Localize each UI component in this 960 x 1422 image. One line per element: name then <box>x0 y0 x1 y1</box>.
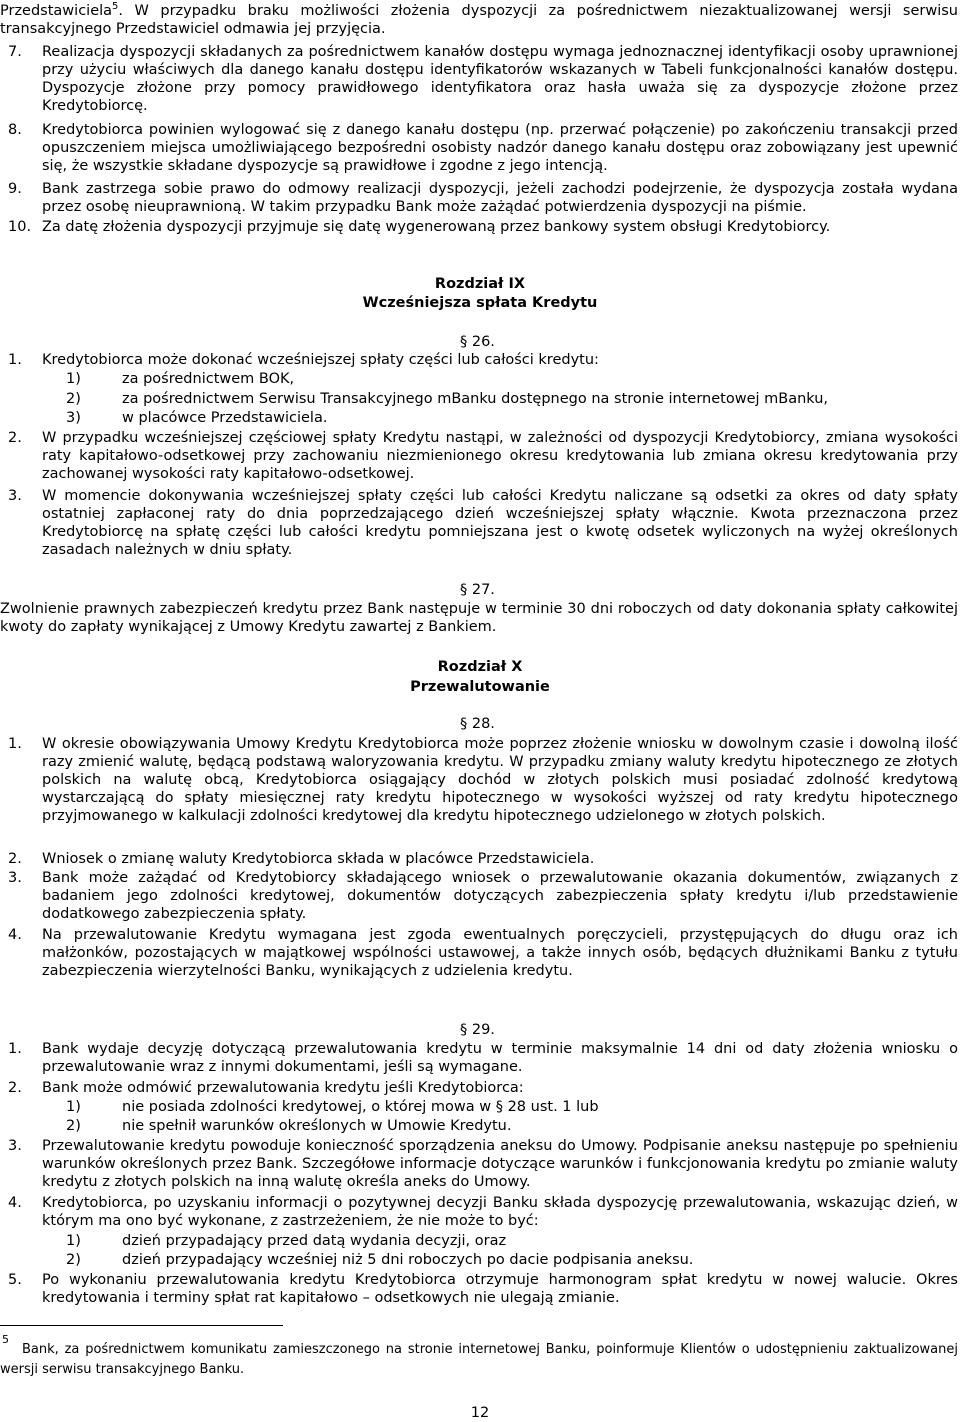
item-text: Wniosek o zmianę waluty Kredytobiorca składa w placówce Przedstawiciela. <box>42 851 595 867</box>
section-sign-icon: § <box>460 334 468 350</box>
chapter-subtitle: Przewalutowanie <box>410 679 550 695</box>
section-number: § 29. <box>460 1022 495 1038</box>
section-sign-icon: § <box>460 582 468 598</box>
list-item <box>0 1040 958 1076</box>
item-number: 1. <box>8 352 22 368</box>
item-number: 9. <box>8 181 22 197</box>
item-text: Bank może zażądać od Kredytobiorcy składającego wniosek o przewalutowanie okazania dokumentów, związanych z badaniem jego zdolności kredytowej, dokumentów dotyczących zabezpieczenia spłaty kredytu i/lub przedstawienie dodatkowego zabezpieczenia spłaty. <box>42 870 958 922</box>
section-number: § 26. <box>460 334 495 350</box>
intro-paragraph <box>0 2 958 38</box>
item-text: Kredytobiorca powinien wylogować się z danego kanału dostępu (np. przerwać połączenie) po zakończeniu transakcji przed opuszczeniem miejsca umożliwiającego bezpośredni osobisty nadzór danego kanału dostępu oraz zobowiązany jest upewnić się, że wszystkie składane dyspozycje są prawidłowe i zgodne z jego intencją. <box>42 122 958 174</box>
list-item <box>0 869 958 923</box>
footnote-divider <box>0 1325 283 1326</box>
item-number: 1. <box>8 1041 22 1057</box>
item-text: Kredytobiorca może dokonać wcześniejszej spłaty części lub całości kredytu: <box>42 352 599 368</box>
item-number: 10. <box>8 219 32 235</box>
item-text: W przypadku wcześniejszej częściowej spłaty Kredytu nastąpi, w zależności od dyspozycji Kredytobiorcy, zmiana wysokości raty kapitałowo-odsetkowej przy zachowaniu niezmienionego okresu kredytowania lub zmiana okresu kredytowania przy zachowanej wysokości raty kapitałowo-odsetkowej. <box>42 430 958 482</box>
item-number: 3. <box>8 488 22 504</box>
item-number: 3. <box>8 870 22 886</box>
list-item <box>0 487 958 559</box>
item-number: 3. <box>8 1138 22 1154</box>
footnote-ref: 5 <box>112 1 119 13</box>
intro-text-b: . W przypadku braku możliwości złożenia dyspozycji za pośrednictwem niezaktualizowanej wersji serwisu transakcyjnego Przedstawiciel odmawia jej przyjęcia. <box>0 3 958 37</box>
list-item <box>0 1271 958 1307</box>
sub-item: 2) dzień przypadający wcześniej niż 5 dni roboczych po dacie podpisania aneksu. <box>66 1252 694 1268</box>
list-item <box>0 180 958 216</box>
item-number: 4. <box>8 1195 22 1211</box>
section-sign-icon: § <box>460 716 468 732</box>
list-item <box>0 429 958 483</box>
footnote-number: 5 <box>2 1333 9 1346</box>
item-text: Kredytobiorca, po uzyskaniu informacji o pozytywnej decyzji Banku składa dyspozycję przewalutowania, wskazując dzień, w którym ma ono być wykonane, z zastrzeżeniem, że nie może to być: <box>42 1195 958 1229</box>
section-paragraph: Zwolnienie prawnych zabezpieczeń kredytu przez Bank następuje w terminie 30 dni roboczych od daty dokonania spłaty całkowitej kwoty do zapłaty wynikającej z Umowy Kredytu zawartej z Bankiem. <box>0 601 958 635</box>
list-item <box>0 351 958 369</box>
item-text: W momencie dokonywania wcześniejszej spłaty części lub całości Kredytu naliczane są odsetki za okres od daty spłaty ostatniej zapłaconej raty do dnia poprzedzającego dzień wcześniejszej spłaty włącznie. Kwota przeznaczona przez Kredytobiorcę na spłatę części lub całości kredytu pomniejszana jest o kwotę odsetek wyliczonych na wyżej określonych zasadach należnych w dniu spłaty. <box>42 488 958 558</box>
item-text: Za datę złożenia dyspozycji przyjmuje się datę wygenerowaną przez bankowy system obsługi Kredytobiorcy. <box>42 219 831 235</box>
item-text: Bank może odmówić przewalutowania kredytu jeśli Kredytobiorca: <box>42 1080 524 1096</box>
list-item <box>0 218 958 236</box>
list-item <box>0 850 958 868</box>
chapter-title: Rozdział IX <box>434 276 526 292</box>
footnote-text: Bank, za pośrednictwem komunikatu zamieszczonego na stronie internetowej Banku, poinformuje Klientów o udostępnieniu zaktualizowanej wersji serwisu transakcyjnego Banku. <box>0 1342 958 1377</box>
page-number: 12 <box>470 1405 490 1421</box>
intro-text-a: Przedstawiciela <box>0 3 113 19</box>
chapter-title: Rozdział X <box>437 659 523 675</box>
item-number: 1. <box>8 736 22 752</box>
item-text: Bank wydaje decyzję dotyczącą przewalutowania kredytu w terminie maksymalnie 14 dni od daty złożenia wniosku o przewalutowanie wraz z innymi dokumentami, jeśli są wymagane. <box>42 1041 958 1075</box>
item-number: 5. <box>8 1272 22 1288</box>
item-text: Realizacja dyspozycji składanych za pośrednictwem kanałów dostępu wymaga jednoznacznej identyfikacji osoby uprawnionej przy użyciu właściwych dla danego kanału dostępu identyfikatorów wskazanych w Tabeli funkcjonalności kanałów dostępu. Dyspozycje złożone przy pomocy prawidłowego identyfikatora oraz hasła uważa się za dyspozycje złożone przez Kredytobiorcę. <box>42 44 958 114</box>
item-text: Przewalutowanie kredytu powoduje konieczność sporządzenia aneksu do Umowy. Podpisanie aneksu następuje po spełnieniu warunków określonych przez Bank. Szczegółowe informacje dotyczące warunków i funkcjonowania kredytu po zmianie waluty kredytu z złotych polskich na inną walutę określa aneks do Umowy. <box>42 1138 958 1190</box>
list-item <box>0 1137 958 1191</box>
section-number: § 27. <box>460 582 495 598</box>
list-item <box>0 121 958 175</box>
item-number: 8. <box>8 122 22 138</box>
sub-item: 1) za pośrednictwem BOK, <box>66 371 295 387</box>
list-item <box>0 926 958 980</box>
item-number: 2. <box>8 851 22 867</box>
list-item <box>0 43 958 115</box>
section-sign-icon: § <box>460 1022 468 1038</box>
sub-item: 1) nie posiada zdolności kredytowej, o której mowa w § 28 ust. 1 lub <box>66 1099 599 1115</box>
sub-item: 2) nie spełnił warunków określonych w Umowie Kredytu. <box>66 1118 512 1134</box>
sub-item: 1) dzień przypadający przed datą wydania decyzji, oraz <box>66 1233 507 1249</box>
item-text: Na przewalutowanie Kredytu wymagana jest zgoda ewentualnych poręczycieli, przystępujących do długu oraz ich małżonków, pozostających w majątkowej wspólności ustawowej, a także innych osób, będących dłużnikami Banku z tytułu zabezpieczenia wierzytelności Banku, wynikających z udzielenia kredytu. <box>42 927 958 979</box>
item-number: 4. <box>8 927 22 943</box>
item-number: 2. <box>8 1080 22 1096</box>
list-item <box>0 735 958 825</box>
list-item <box>0 1079 958 1097</box>
item-text: W okresie obowiązywania Umowy Kredytu Kredytobiorca może poprzez złożenie wniosku w dowolnym czasie i dowolną ilość razy zmienić walutę, będącą podstawą waloryzowania kredytu. W przypadku zmiany waluty kredytu hipotecznego ze złotych polskich na walutę obcą, Kredytobiorca osiągający dochód w złotych polskich musi posiadać zdolność kredytową wystarczającą do spłaty miesięcznej raty kredytu hipotecznego w wysokości wyższej od raty kredytu hipotecznego przyjmowanego w kalkulacji zdolności kredytowej dla kredytu hipotecznego udzielonego w złotych polskich. <box>42 736 958 824</box>
chapter-subtitle: Wcześniejsza spłata Kredytu <box>362 295 598 311</box>
list-item <box>0 1194 958 1230</box>
sub-item: 2) za pośrednictwem Serwisu Transakcyjnego mBanku dostępnego na stronie internetowej mBanku, <box>66 391 829 407</box>
item-text: Po wykonaniu przewalutowania kredytu Kredytobiorca otrzymuje harmonogram spłat kredytu w nowej walucie. Okres kredytowania i terminy spłat rat kapitałowo – odsetkowych nie ulegają zmianie. <box>42 1272 958 1306</box>
sub-item: 3) w placówce Przedstawiciela. <box>66 410 328 426</box>
section-number: § 28. <box>460 716 495 732</box>
item-number: 7. <box>8 44 22 60</box>
item-text: Bank zastrzega sobie prawo do odmowy realizacji dyspozycji, jeżeli zachodzi podejrzenie, że dyspozycja została wydana przez osobę nieuprawnioną. W takim przypadku Bank może zażądać potwierdzenia dyspozycji na piśmie. <box>42 181 958 215</box>
item-number: 2. <box>8 430 22 446</box>
